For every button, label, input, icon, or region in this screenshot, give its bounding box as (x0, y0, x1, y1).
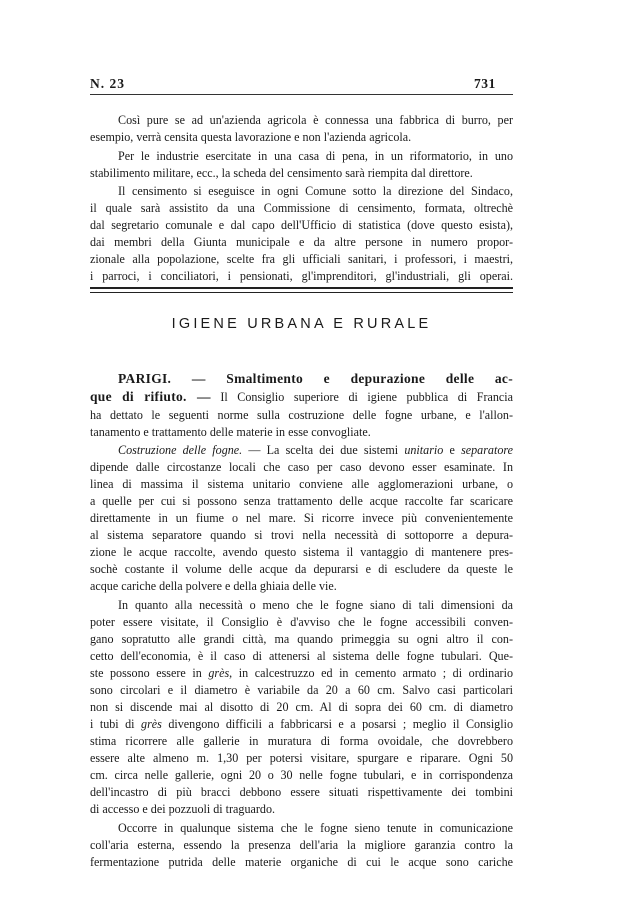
body-text: divengono difficili a fabbricarsi e a posarsi ; meglio il Consiglio (168, 717, 513, 731)
body-line: dell'incastro di più bracci debbono essere situati rispettivamente dei tombini (90, 785, 513, 799)
body-line: Per le industrie esercitate in una casa di pena, in un riformatorio, in uno (118, 149, 513, 163)
body-line: fermentazione putrida delle materie organiche di cui le acque sono cariche (90, 855, 513, 869)
body-line-gres (90, 716, 513, 732)
body-line: al sistema separatore quando si trovi nella necessità di sottoporre a depura- (90, 528, 513, 542)
issue-number: N. 23 (90, 76, 125, 91)
body-line: coll'aria esterna, essendo la presenza dell'aria la migliore garanzia contro la (90, 838, 513, 852)
header-rule (90, 94, 513, 95)
section-divider-thick (90, 287, 513, 289)
body-line: stabilimento militare, ecc., la scheda del censimento sarà riempita dal direttore. (90, 166, 473, 180)
body-line: Il censimento si eseguisce in ogni Comune sotto la direzione del Sindaco, (118, 184, 513, 198)
body-line: Così pure se ad un'azienda agricola è connessa una fabbrica di burro, per (118, 113, 513, 127)
body-text: e (449, 443, 455, 457)
body-text: Il Consiglio superiore di igiene pubblica di Francia (220, 390, 514, 404)
body-line: a quelle per cui si possono senza trattamento delle acque raccolte far scaricare (90, 494, 513, 508)
body-line-gres (90, 665, 513, 681)
body-line: dal segretario comunale e dal capo dell'Ufficio di statistica (dove questo esista), (90, 218, 513, 232)
section-title: IGIENE URBANA E RURALE (171, 316, 432, 332)
term-italic: grès (208, 666, 230, 680)
article-heading-line (90, 389, 513, 405)
body-line-costruzione (118, 442, 513, 458)
body-line: non si discende mai al disotto di 20 cm. Al di sopra dei 60 cm. di diametro (90, 700, 513, 714)
body-line: gano sopratutto alle grandi città, ma quando primeggia su ogni altro il con- (90, 632, 513, 646)
page-number: 731 (474, 76, 496, 91)
body-line: dipende dalle circostanze locali che caso per caso devono esser esaminate. In (90, 460, 513, 474)
term-italic: unitario (404, 443, 444, 457)
term-italic: grès (141, 717, 162, 731)
body-line: dai membri della Giunta municipale e da altre persone in numero propor- (90, 235, 513, 249)
body-line: poter essere visitate, il Consiglio è d'avviso che le fogne accessibili conven- (90, 615, 513, 629)
body-line: essere alte almeno m. 1,30 per potersi visitare, spurgare e riparare. Ogni 50 (90, 751, 513, 765)
body-line: cetto dell'economia, è il caso di attenersi al sistema delle fogne tubulari. Que- (90, 649, 513, 663)
body-line: Occorre in qualunque sistema che le fogne sieno tenute in comunicazione (118, 821, 513, 835)
body-line: sochè costante il volume delle acque da depurarsi e di escludere da queste le (90, 562, 513, 576)
body-line: i parroci, i conciliatori, i pensionati, gl'imprenditori, gl'industriali, gli operai. (90, 269, 513, 283)
body-text: i tubi di (90, 717, 135, 731)
body-line: zionale alla popolazione, scelte fra gli ufficiali sanitari, i professori, i maestri, (90, 252, 513, 266)
body-line: il quale sarà assistito da una Commissione di censimento, formata, oltrechè (90, 201, 513, 215)
body-line: di accesso e dei pozzuoli di traguardo. (90, 802, 276, 816)
body-line: zione le acque raccolte, avendo questo sistema il vantaggio di mantenere pres- (90, 545, 513, 559)
body-text: , in calcestruzzo ed in cemento armato ; di ordinario (229, 666, 513, 680)
body-line: cm. circa nelle gallerie, ogni 20 o 30 nelle fogne tubulari, e in corrispondenza (90, 768, 513, 782)
body-line: In quanto alla necessità o meno che le fogne siano di tali dimensioni da (118, 598, 513, 612)
body-line: direttamente in un fiume o nel mare. Si ricorre invece più convenientemente (90, 511, 513, 525)
body-line: esempio, verrà censita questa lavorazione e non l'azienda agricola. (90, 130, 412, 144)
body-line: acque cariche della polvere e della ghiaia delle vie. (90, 579, 337, 593)
body-line: linea di massima il sistema unitario conviene alle agglomerazioni urbane, o (90, 477, 513, 491)
article-heading: PARIGI. — Smaltimento e depurazione delle ac- (118, 371, 513, 386)
section-divider-thin (90, 292, 513, 293)
term-italic: separatore (461, 443, 514, 457)
subheading-italic: Costruzione delle fogne. (118, 443, 243, 457)
body-line: stima ricorrere alle gallerie in muratura di forma ovoidale, che dovrebbero (90, 734, 513, 748)
body-line: sono circolari e il diametro è variabile da 20 a 60 cm. Salvo casi particolari (90, 683, 513, 697)
body-line: tanamento e trattamento delle materie in esse convogliate. (90, 425, 371, 439)
body-text: — La scelta dei due sistemi (248, 443, 399, 457)
body-line: ha dettato le seguenti norme sulla costruzione delle fogne urbane, e l'allon- (90, 408, 513, 422)
body-text: ste possono essere in (90, 666, 202, 680)
article-heading-cont: que di rifiuto. — (90, 389, 211, 404)
